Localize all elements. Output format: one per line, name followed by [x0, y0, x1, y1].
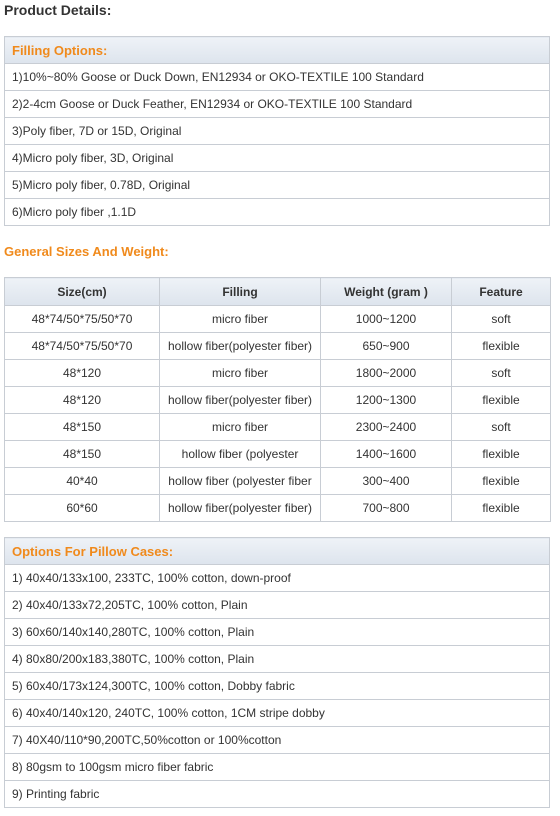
- pillow-case-item: 3) 60x60/140x140,280TC, 100% cotton, Plain: [5, 619, 550, 646]
- pillow-case-item: 5) 60x40/173x124,300TC, 100% cotton, Dobby fabric: [5, 673, 550, 700]
- table-row: [5, 414, 551, 441]
- weight-cell: 300~400: [321, 468, 452, 495]
- size-cell: 40*40: [5, 468, 160, 495]
- pillow-case-item: 9) Printing fabric: [5, 781, 550, 808]
- table-row: [5, 468, 551, 495]
- filling-cell: hollow fiber(polyester fiber): [160, 495, 321, 522]
- sizes-weight-table: [4, 277, 551, 522]
- filling-cell: hollow fiber(polyester fiber): [160, 333, 321, 360]
- pillow-case-item: 1) 40x40/133x100, 233TC, 100% cotton, down-proof: [5, 565, 550, 592]
- pillow-case-item: 8) 80gsm to 100gsm micro fiber fabric: [5, 754, 550, 781]
- feature-cell: soft: [452, 306, 551, 333]
- table-row: [5, 495, 551, 522]
- size-cell: 48*120: [5, 387, 160, 414]
- pillow-case-item: 6) 40x40/140x120, 240TC, 100% cotton, 1CM stripe dobby: [5, 700, 550, 727]
- filling-cell: hollow fiber(polyester fiber): [160, 387, 321, 414]
- column-header-size: Size(cm): [5, 278, 160, 306]
- filling-option-row: [5, 199, 550, 226]
- filling-cell: micro fiber: [160, 414, 321, 441]
- pillow-case-row: [5, 565, 550, 592]
- filling-cell: micro fiber: [160, 360, 321, 387]
- page-title: Product Details:: [4, 2, 112, 18]
- filling-option-item: 5)Micro poly fiber, 0.78D, Original: [5, 172, 550, 199]
- table-row: [5, 360, 551, 387]
- feature-cell: flexible: [452, 387, 551, 414]
- size-cell: 60*60: [5, 495, 160, 522]
- pillow-case-item: 2) 40x40/133x72,205TC, 100% cotton, Plain: [5, 592, 550, 619]
- weight-cell: 700~800: [321, 495, 452, 522]
- pillow-case-item: 4) 80x80/200x183,380TC, 100% cotton, Plain: [5, 646, 550, 673]
- size-cell: 48*150: [5, 441, 160, 468]
- size-cell: 48*74/50*75/50*70: [5, 333, 160, 360]
- filling-cell: hollow fiber (polyester: [160, 441, 321, 468]
- weight-cell: 650~900: [321, 333, 452, 360]
- weight-cell: 1000~1200: [321, 306, 452, 333]
- size-cell: 48*150: [5, 414, 160, 441]
- pillow-case-row: [5, 754, 550, 781]
- pillow-case-item: 7) 40X40/110*90,200TC,50%cotton or 100%cotton: [5, 727, 550, 754]
- pillow-cases-header-cell: [5, 538, 550, 565]
- pillow-case-row: [5, 592, 550, 619]
- filling-option-item: 3)Poly fiber, 7D or 15D, Original: [5, 118, 550, 145]
- column-header-filling: Filling: [160, 278, 321, 306]
- pillow-case-row: [5, 646, 550, 673]
- filling-option-item: 4)Micro poly fiber, 3D, Original: [5, 145, 550, 172]
- column-header-weight: Weight (gram ): [321, 278, 452, 306]
- feature-cell: flexible: [452, 468, 551, 495]
- column-header-feature: Feature: [452, 278, 551, 306]
- filling-option-item: 1)10%~80% Goose or Duck Down, EN12934 or OKO-TEXTILE 100 Standard: [5, 64, 550, 91]
- table-row: [5, 306, 551, 333]
- feature-cell: soft: [452, 414, 551, 441]
- feature-cell: flexible: [452, 333, 551, 360]
- pillow-case-row: [5, 700, 550, 727]
- size-cell: 48*120: [5, 360, 160, 387]
- sizes-weight-header-row: [5, 278, 551, 306]
- filling-option-row: [5, 118, 550, 145]
- filling-options-header-cell: [5, 37, 550, 64]
- filling-option-row: [5, 91, 550, 118]
- feature-cell: flexible: [452, 495, 551, 522]
- pillow-case-row: [5, 781, 550, 808]
- table-row: [5, 333, 551, 360]
- filling-option-row: [5, 64, 550, 91]
- pillow-cases-title: Options For Pillow Cases:: [12, 543, 174, 559]
- feature-cell: flexible: [452, 441, 551, 468]
- pillow-case-row: [5, 673, 550, 700]
- filling-cell: micro fiber: [160, 306, 321, 333]
- table-row: [5, 387, 551, 414]
- filling-options-table: [4, 36, 550, 226]
- filling-options-header-row: [5, 37, 550, 64]
- size-cell: 48*74/50*75/50*70: [5, 306, 160, 333]
- table-row: [5, 441, 551, 468]
- weight-cell: 1200~1300: [321, 387, 452, 414]
- weight-cell: 1800~2000: [321, 360, 452, 387]
- pillow-case-row: [5, 619, 550, 646]
- filling-option-row: [5, 145, 550, 172]
- filling-option-row: [5, 172, 550, 199]
- weight-cell: 2300~2400: [321, 414, 452, 441]
- pillow-cases-header-row: [5, 538, 550, 565]
- sizes-weight-title: General Sizes And Weight:: [4, 244, 169, 259]
- feature-cell: soft: [452, 360, 551, 387]
- pillow-cases-table: [4, 537, 550, 808]
- filling-option-item: 2)2-4cm Goose or Duck Feather, EN12934 or OKO-TEXTILE 100 Standard: [5, 91, 550, 118]
- filling-options-title: Filling Options:: [12, 42, 108, 58]
- pillow-case-row: [5, 727, 550, 754]
- filling-cell: hollow fiber (polyester fiber: [160, 468, 321, 495]
- weight-cell: 1400~1600: [321, 441, 452, 468]
- filling-option-item: 6)Micro poly fiber ,1.1D: [5, 199, 550, 226]
